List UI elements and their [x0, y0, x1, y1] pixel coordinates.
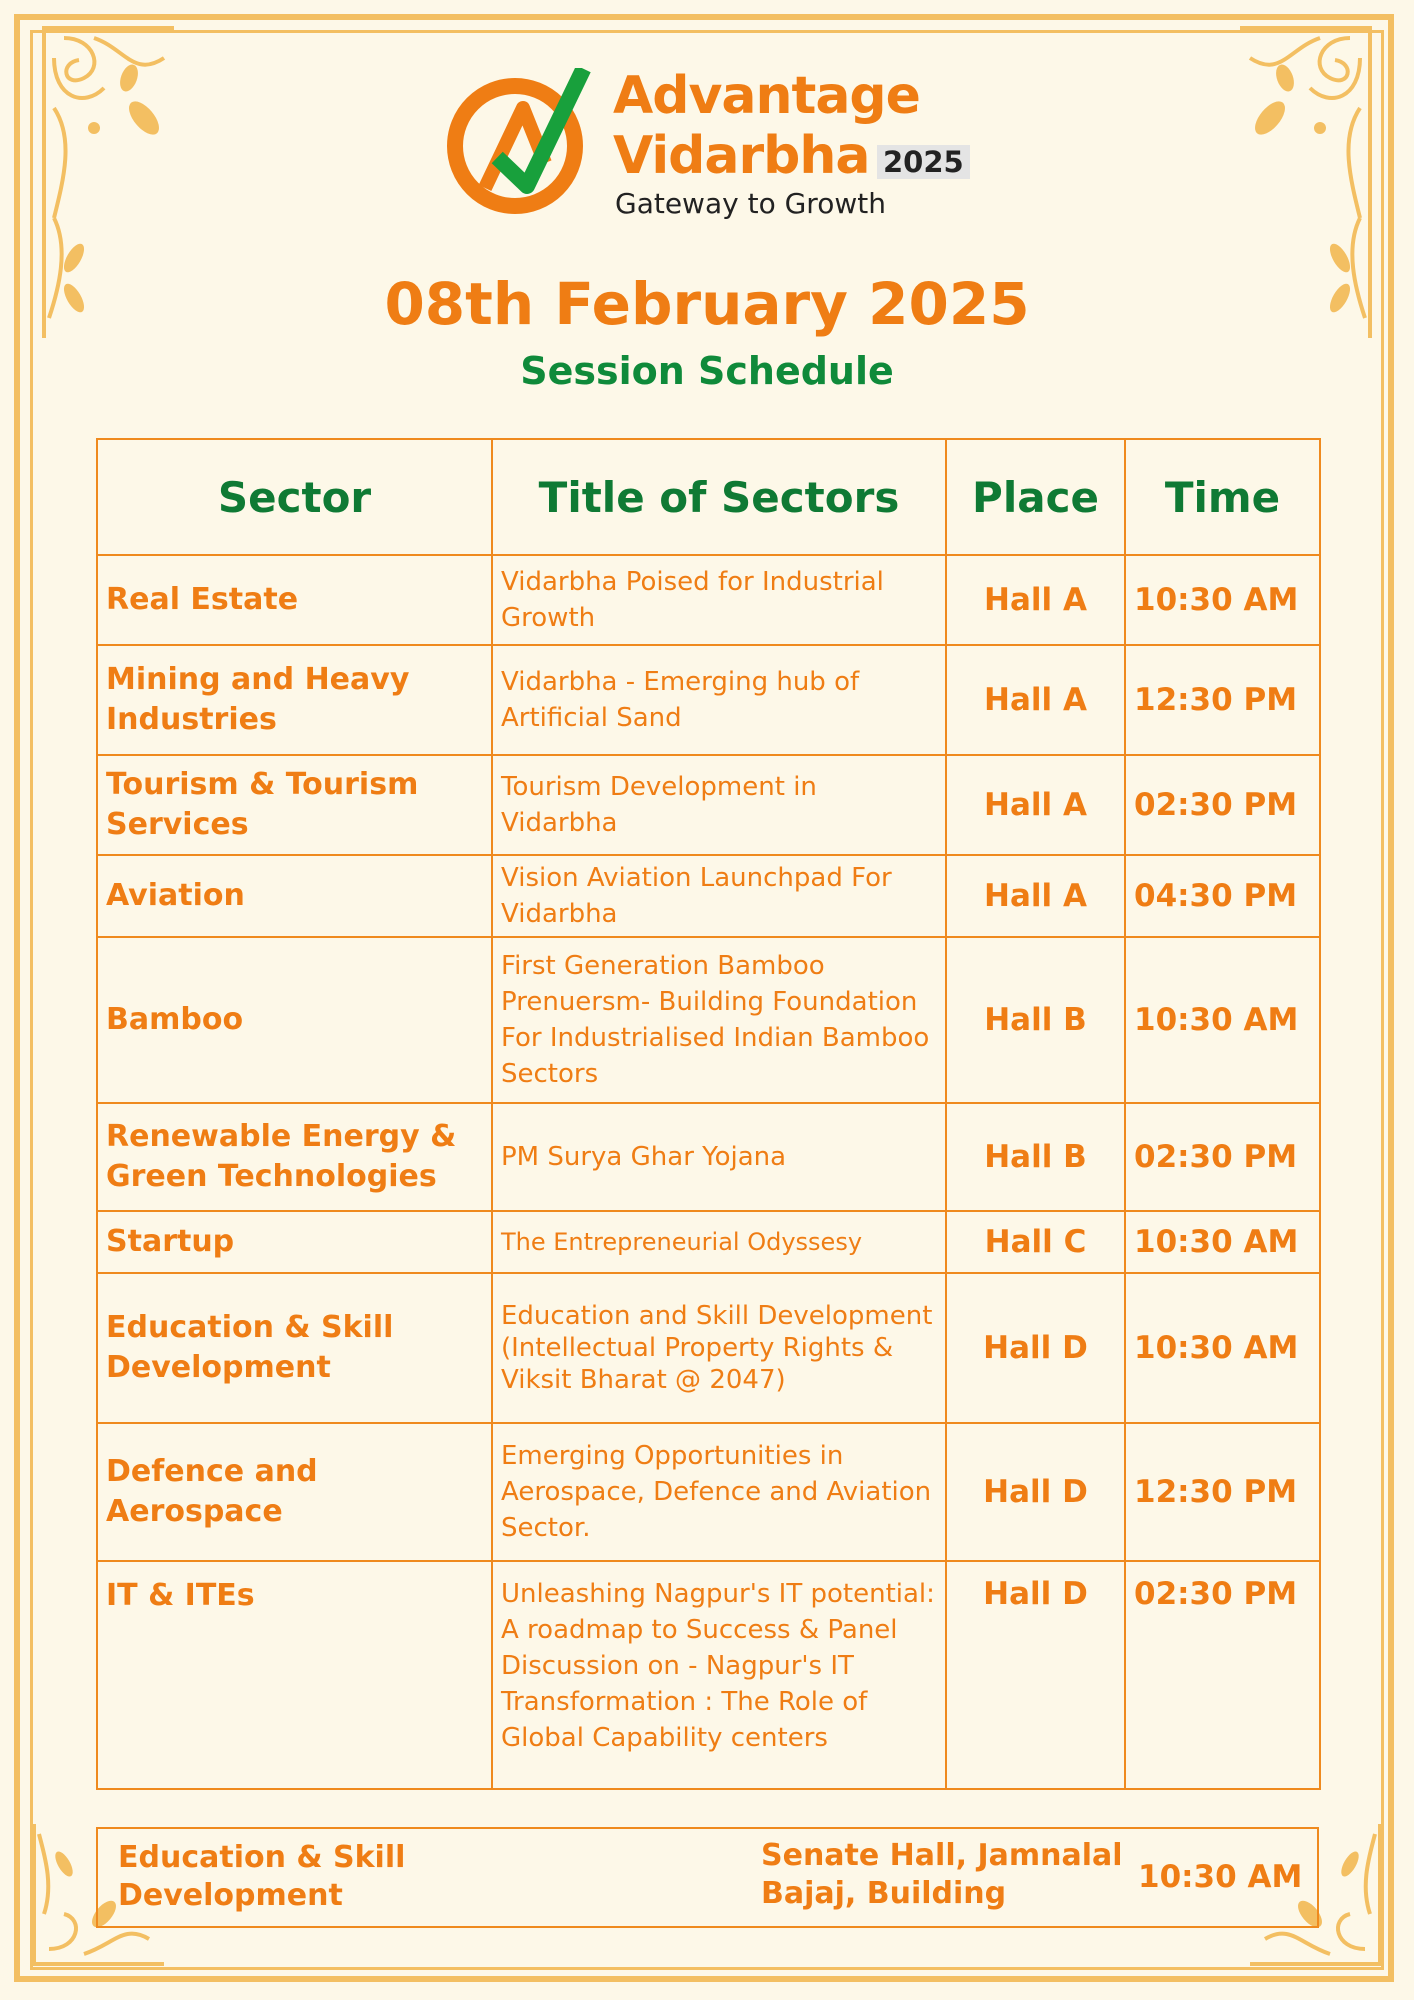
cell-title: The Entrepreneurial Odyssesy	[492, 1211, 946, 1273]
cell-sector: Defence and Aerospace	[97, 1423, 492, 1561]
special-session-sector: Education & Skill Development	[118, 1840, 406, 1913]
cell-time: 02:30 PM	[1125, 755, 1320, 855]
cell-time: 10:30 AM	[1125, 1273, 1320, 1423]
cell-place: Hall B	[946, 1103, 1125, 1211]
logo-word-vidarbha: Vidarbha	[613, 126, 870, 186]
logo-year-badge: 2025	[877, 145, 970, 179]
table-row	[97, 1423, 1320, 1561]
table-row	[97, 1103, 1320, 1211]
session-schedule-table	[96, 438, 1321, 1790]
cell-time: 10:30 AM	[1125, 937, 1320, 1103]
header-place: Place	[946, 439, 1125, 555]
header-sector: Sector	[97, 439, 492, 555]
table-row	[97, 645, 1320, 755]
cell-title: Unleashing Nagpur's IT potential: A roadmap to Success & Panel Discussion on - Nagpur's IT Transformation : The Role of Global Capability centers	[492, 1561, 946, 1789]
cell-title: First Generation Bamboo Prenuersm- Building Foundation For Industrialised Indian Bamboo Sectors	[492, 937, 946, 1103]
cell-place: Hall C	[946, 1211, 1125, 1273]
cell-time: 12:30 PM	[1125, 645, 1320, 755]
cell-sector: Aviation	[97, 855, 492, 937]
table-row	[97, 1561, 1320, 1789]
logo-tagline: Gateway to Growth	[615, 187, 886, 220]
cell-title: Vidarbha - Emerging hub of Artificial Sand	[492, 645, 946, 755]
table-row	[97, 1273, 1320, 1423]
cell-place: Hall D	[946, 1273, 1125, 1423]
header-time: Time	[1125, 439, 1320, 555]
cell-sector: Real Estate	[97, 555, 492, 645]
cell-sector: Education & Skill Development	[97, 1273, 492, 1423]
cell-time: 02:30 PM	[1125, 1103, 1320, 1211]
cell-title: PM Surya Ghar Yojana	[492, 1103, 946, 1211]
cell-place: Hall D	[946, 1423, 1125, 1561]
advantage-vidarbha-logo	[445, 68, 965, 228]
cell-sector: Startup	[97, 1211, 492, 1273]
table-header-row	[97, 439, 1320, 555]
special-session-box	[96, 1827, 1319, 1928]
table-row	[97, 1211, 1320, 1273]
cell-place: Hall A	[946, 855, 1125, 937]
cell-place: Hall B	[946, 937, 1125, 1103]
cell-time: 10:30 AM	[1125, 1211, 1320, 1273]
special-session-time: 10:30 AM	[1138, 1859, 1303, 1895]
cell-place: Hall A	[946, 645, 1125, 755]
cell-title: Vidarbha Poised for Industrial Growth	[492, 555, 946, 645]
schedule-subtitle: Session Schedule	[520, 349, 894, 393]
cell-time: 04:30 PM	[1125, 855, 1320, 937]
table-row	[97, 555, 1320, 645]
special-session-place: Senate Hall, Jamnalal Bajaj, Building	[761, 1838, 1123, 1911]
table-row	[97, 855, 1320, 937]
cell-title: Education and Skill Development (Intellectual Property Rights & Viksit Bharat @ 2047)	[492, 1273, 946, 1423]
cell-time: 02:30 PM	[1125, 1561, 1320, 1789]
cell-sector: Tourism & Tourism Services	[97, 755, 492, 855]
table-row	[97, 937, 1320, 1103]
header-title: Title of Sectors	[492, 439, 946, 555]
cell-place: Hall A	[946, 555, 1125, 645]
cell-title: Tourism Development in Vidarbha	[492, 755, 946, 855]
cell-place: Hall D	[946, 1561, 1125, 1789]
table-row	[97, 755, 1320, 855]
cell-sector: Bamboo	[97, 937, 492, 1103]
logo-word-advantage: Advantage	[613, 66, 920, 126]
cell-time: 12:30 PM	[1125, 1423, 1320, 1561]
cell-title: Vision Aviation Launchpad For Vidarbha	[492, 855, 946, 937]
cell-place: Hall A	[946, 755, 1125, 855]
cell-title: Emerging Opportunities in Aerospace, Defence and Aviation Sector.	[492, 1423, 946, 1561]
cell-sector: IT & ITEs	[97, 1561, 492, 1789]
cell-sector: Mining and Heavy Industries	[97, 645, 492, 755]
logo-check-circle-icon	[445, 68, 593, 216]
date-title: 08th February 2025	[384, 270, 1030, 338]
cell-time: 10:30 AM	[1125, 555, 1320, 645]
cell-sector: Renewable Energy & Green Technologies	[97, 1103, 492, 1211]
